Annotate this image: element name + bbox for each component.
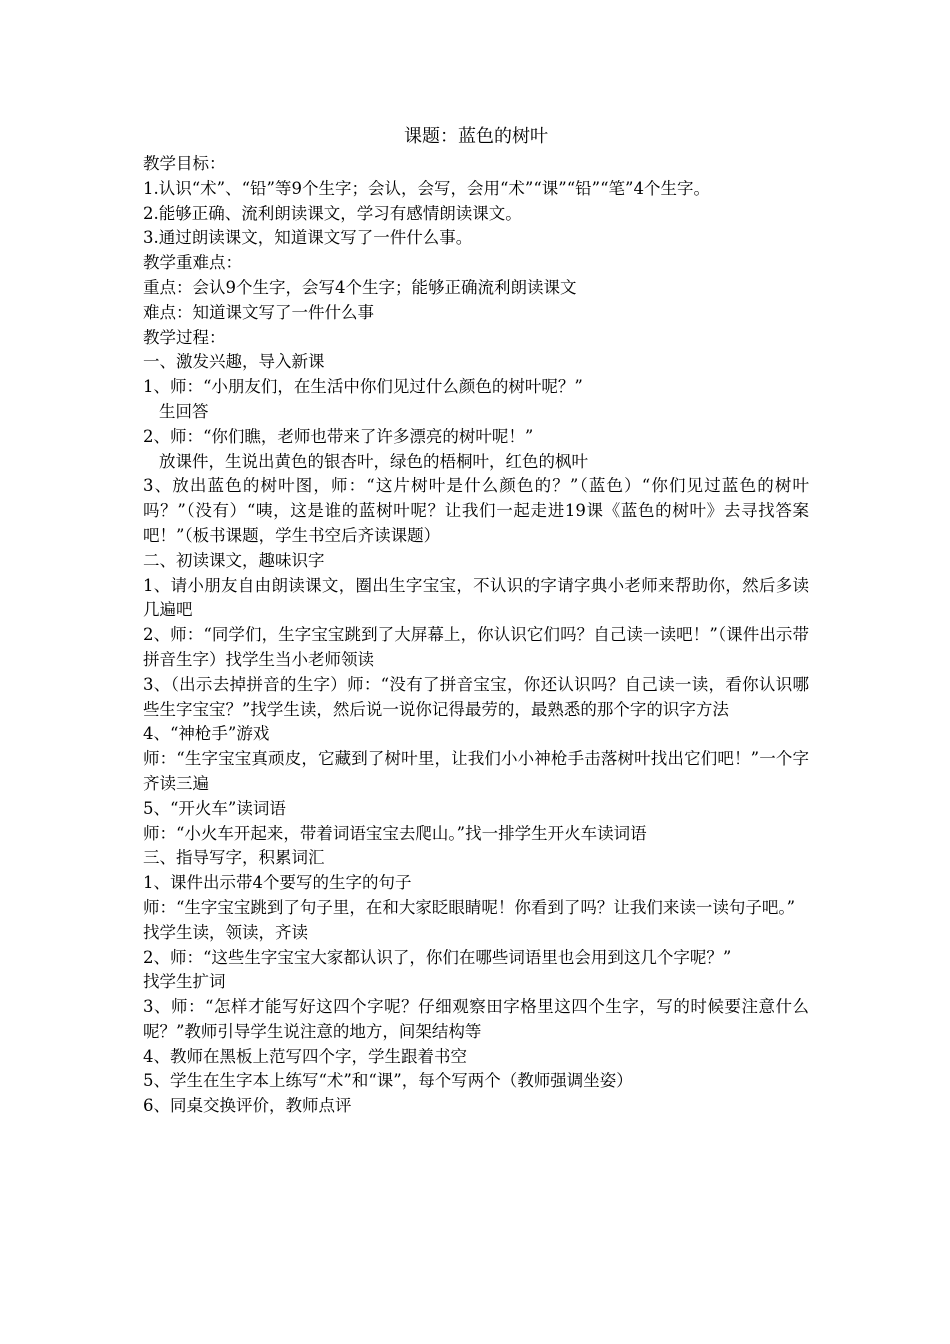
section-3-step-1-note: 找学生读，领读，齐读: [143, 922, 308, 942]
section-1-heading: 一、激发兴趣，导入新课: [143, 352, 325, 372]
heading-key-points: 教学重难点：: [143, 253, 242, 273]
section-1-step-3: 3、放出蓝色的树叶图，师：“这片树叶是什么颜色的？”（蓝色）“你们见过蓝色的树叶吗？”（没有）“咦，这是谁的蓝树叶呢？让我们一起走进19课《蓝色的树叶》去寻找答案吧！”（板书课题，学生书空后齐读课题）: [143, 476, 809, 545]
section-3-step-1: 1、课件出示带4个要写的生字的句子: [143, 873, 412, 893]
section-2-step-5-text: 师：“小火车开起来，带着词语宝宝去爬山。”找一排学生开火车读词语: [143, 823, 647, 843]
section-3-step-1-text: 师：“生字宝宝跳到了句子里，在和大家眨眼睛呢！你看到了吗？让我们来读一读句子吧。”: [143, 897, 796, 917]
key-point: 重点：会认9个生字，会写4个生字；能够正确流利朗读课文: [143, 277, 577, 297]
section-1-step-1-note: 生回答: [159, 401, 209, 421]
section-2-step-2: 2、师：“同学们，生字宝宝跳到了大屏幕上，你认识它们吗？自己读一读吧！”（课件出示带拼音生字）找学生当小老师领读: [143, 625, 809, 669]
section-2-step-4: 4、“神枪手”游戏: [143, 724, 270, 744]
section-2-step-3: 3、（出示去掉拼音的生字）师：“没有了拼音宝宝，你还认识吗？自己读一读，看你认识哪些生字宝宝？”找学生读，然后说一说你记得最劳的，最熟悉的那个字的识字方法: [143, 674, 809, 719]
section-2-step-5: 5、“开火车”读词语: [143, 798, 286, 818]
section-3-step-2: 2、师：“这些生字宝宝大家都认识了，你们在哪些词语里也会用到这几个字呢？”: [143, 947, 732, 967]
section-3-step-3: 3、师：“怎样才能写好这四个字呢？仔细观察田字格里这四个生字，写的时候要注意什么呢？”教师引导学生说注意的地方，间架结构等: [143, 997, 809, 1041]
section-3-step-6: 6、同桌交换评价，教师点评: [143, 1096, 352, 1116]
section-2-step-1: 1、请小朋友自由朗读课文，圈出生字宝宝，不认识的字请字典小老师来帮助你，然后多读几遍吧: [143, 575, 809, 620]
section-1-step-1: 1、师：“小朋友们，在生活中你们见过什么颜色的树叶呢？”: [143, 377, 583, 397]
document-body: [143, 123, 809, 1119]
section-2-heading: 二、初读课文，趣味识字: [143, 550, 325, 570]
difficult-point: 难点：知道课文写了一件什么事: [143, 302, 374, 322]
section-3-heading: 三、指导写字，积累词汇: [143, 848, 325, 868]
heading-process: 教学过程：: [143, 327, 226, 347]
section-1-step-2-note: 放课件，生说出黄色的银杏叶，绿色的梧桐叶，红色的枫叶: [159, 451, 588, 471]
section-3-step-4: 4、教师在黑板上范写四个字，学生跟着书空: [143, 1046, 467, 1066]
objective-2: 2.能够正确、流利朗读课文，学习有感情朗读课文。: [143, 203, 522, 223]
objective-3: 3.通过朗读课文，知道课文写了一件什么事。: [143, 228, 473, 248]
section-3-step-2-note: 找学生扩词: [143, 972, 226, 992]
section-3-step-5: 5、学生在生字本上练写“术”和“课”，每个写两个（教师强调坐姿）: [143, 1071, 633, 1091]
document-title: 课题：蓝色的树叶: [404, 126, 548, 147]
section-1-step-2: 2、师：“你们瞧，老师也带来了许多漂亮的树叶呢！”: [143, 426, 534, 446]
heading-objectives: 教学目标：: [143, 154, 226, 173]
section-2-step-4-text: 师：“生字宝宝真顽皮，它藏到了树叶里，让我们小小神枪手击落树叶找出它们吧！”一个字齐读三遍: [143, 749, 809, 793]
objective-1: 1.认识“术”、“铅”等9个生字；会认，会写，会用“术”“课”“铅”“笔”4个生字。: [143, 178, 710, 198]
